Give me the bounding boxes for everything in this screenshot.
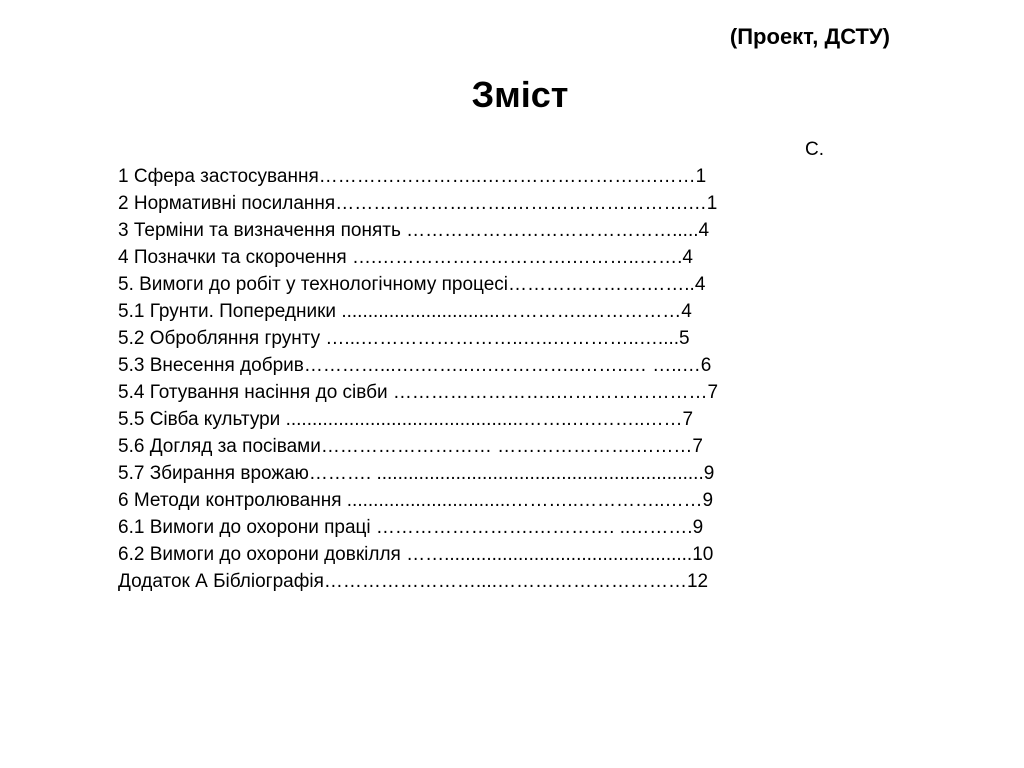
toc-entry: 5.1 Грунти. Попередники ..............................…………..……………4 bbox=[118, 301, 692, 322]
toc-entry: 6.2 Вимоги до охорони довкілля ……...............................................10 bbox=[118, 544, 714, 565]
toc-entry: 5.5 Сівба культури .............................................……..….……..……7 bbox=[118, 409, 694, 430]
toc-entry: 5.2 Обробляння грунту …...……………………..…..…………..…....5 bbox=[118, 328, 690, 349]
toc-entry: 5.7 Збирання врожаю………. ..............................................................9 bbox=[118, 463, 715, 484]
toc-entry: 5.6 Догляд за посівами……………………… ………………….………7 bbox=[118, 436, 703, 457]
table-of-contents bbox=[118, 163, 718, 595]
page-title: Зміст bbox=[471, 74, 569, 115]
toc-entry: 4 Позначки та скорочення ….………………………….………..…….4 bbox=[118, 247, 693, 268]
toc-entry: Додаток А Бібліографія……………………....…………………………12 bbox=[118, 571, 709, 592]
toc-entry: 5. Вимоги до робіт у технологічному процесі………………….……..4 bbox=[118, 274, 706, 295]
toc-entry: 6 Методи контролювання ...............................………..…………..……9 bbox=[118, 490, 714, 511]
toc-entry: 6.1 Вимоги до охорони праці …………………….…………. ..……….9 bbox=[118, 517, 704, 538]
toc-entry: 1 Сфера застосування……………………..……………………….……1 bbox=[118, 166, 707, 187]
toc-entry: 3 Терміни та визначення понять …………………………………….....4 bbox=[118, 220, 710, 241]
toc-entry: 5.3 Внесення добрив…………...….……..….…………..……..… …..…6 bbox=[118, 355, 712, 376]
project-label: (Проект, ДСТУ) bbox=[729, 24, 890, 49]
page-column-label: С. bbox=[805, 139, 824, 160]
toc-entry: 2 Нормативні посилання……………………….……………………….…1 bbox=[118, 193, 718, 214]
toc-entry: 5.4 Готування насіння до сівби ……………………..……………………7 bbox=[118, 382, 719, 403]
